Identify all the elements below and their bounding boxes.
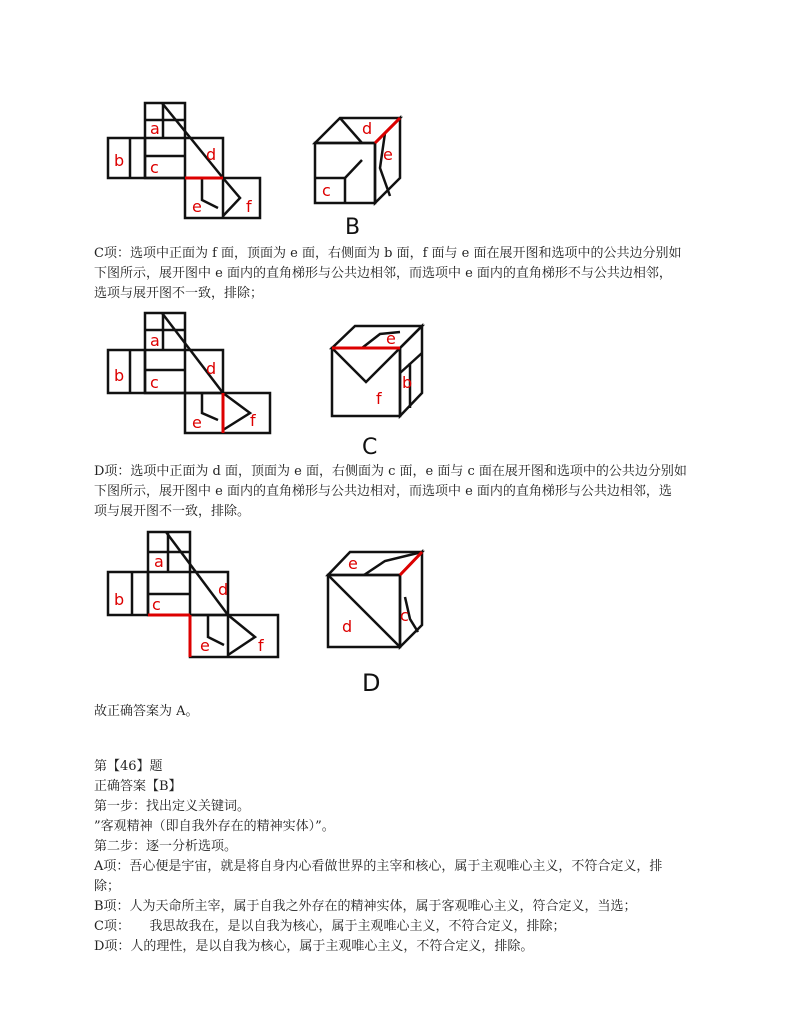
label-b: b: [114, 366, 125, 385]
option-letter-d: D: [362, 669, 381, 697]
option-letter-c: C: [362, 435, 378, 460]
label-d: d: [206, 359, 217, 378]
label-e: e: [200, 636, 210, 655]
text-line: A项：吾心便是宇宙，就是将自身内心看做世界的主宰和核心，属于主观唯心主义，不符合定义，排: [94, 859, 663, 874]
figure-d: [100, 527, 440, 697]
cube-label-d: d: [362, 119, 373, 138]
paragraph-option-d: [94, 462, 714, 522]
cube-label-f: f: [376, 389, 382, 408]
label-f: f: [250, 411, 256, 430]
net-and-cube-d: [100, 527, 440, 697]
question-title: 第【46】题: [94, 759, 163, 774]
conclusion: [94, 702, 714, 722]
figure-c: [100, 308, 440, 460]
text-line: 下图所示，展开图中 e 面内的直角梯形与公共边相对，而选项中 e 面内的直角梯形与公共边相邻，选: [94, 484, 672, 499]
text-line: 第二步：逐一分析选项。: [94, 839, 238, 854]
text-line: D项：选项中正面为 d 面，顶面为 e 面，右侧面为 c 面，e 面与 c 面在展开图和选项中的公共边分别如: [94, 464, 687, 479]
text-line: 除；: [94, 879, 121, 894]
answer-text: 正确答案【B】: [94, 779, 182, 794]
text-line: 第一步：找出定义关键词。: [94, 799, 251, 814]
label-a: a: [154, 552, 164, 571]
label-d: d: [206, 145, 217, 164]
text-line: C项： 我思故我在，是以自我为核心，属于主观唯心主义，不符合定义，排除；: [94, 919, 566, 934]
label-b: b: [114, 590, 125, 609]
net-and-cube-b: [100, 98, 440, 240]
label-c: c: [150, 158, 159, 177]
question-46: [94, 757, 714, 957]
text-line: 选项与展开图不一致，排除；: [94, 286, 264, 301]
text-line: D项：人的理性，是以自我为核心，属于主观唯心主义，不符合定义，排除。: [94, 939, 534, 954]
figure-b: [100, 98, 440, 240]
label-a: a: [150, 119, 160, 138]
conclusion-text: 故正确答案为 A。: [94, 704, 199, 719]
option-letter-b: B: [345, 215, 361, 240]
cube-label-c: c: [322, 181, 331, 200]
text-line: ”客观精神（即自我外存在的精神实体）”。: [94, 819, 335, 834]
net-and-cube-c: [100, 308, 440, 460]
label-f: f: [258, 636, 264, 655]
cube-label-d: d: [342, 617, 353, 636]
cube-label-e: e: [348, 554, 358, 573]
label-e: e: [192, 413, 202, 432]
label-c: c: [150, 373, 159, 392]
label-f: f: [246, 197, 252, 216]
cube-label-e: e: [383, 145, 393, 164]
label-e: e: [192, 197, 202, 216]
label-c: c: [152, 595, 161, 614]
text-line: B项：人为天命所主宰，属于自我之外存在的精神实体，属于客观唯心主义，符合定义，当选；: [94, 899, 637, 914]
text-line: C项：选项中正面为 f 面，顶面为 e 面，右侧面为 b 面，f 面与 e 面在展开图和选项中的公共边分别如: [94, 246, 682, 261]
cube-label-e: e: [386, 329, 396, 348]
shared-edge-cube: [375, 118, 400, 143]
text-line: 项与展开图不一致，排除。: [94, 504, 251, 519]
label-a: a: [150, 331, 160, 350]
label-d: d: [218, 580, 229, 599]
label-b: b: [114, 151, 125, 170]
cube-label-b: b: [402, 373, 413, 392]
cube-label-c: c: [400, 606, 409, 625]
text-line: 下图所示，展开图中 e 面内的直角梯形与公共边相邻，而选项中 e 面内的直角梯形不与公共边相邻，: [94, 266, 672, 281]
paragraph-option-c: [94, 244, 714, 304]
